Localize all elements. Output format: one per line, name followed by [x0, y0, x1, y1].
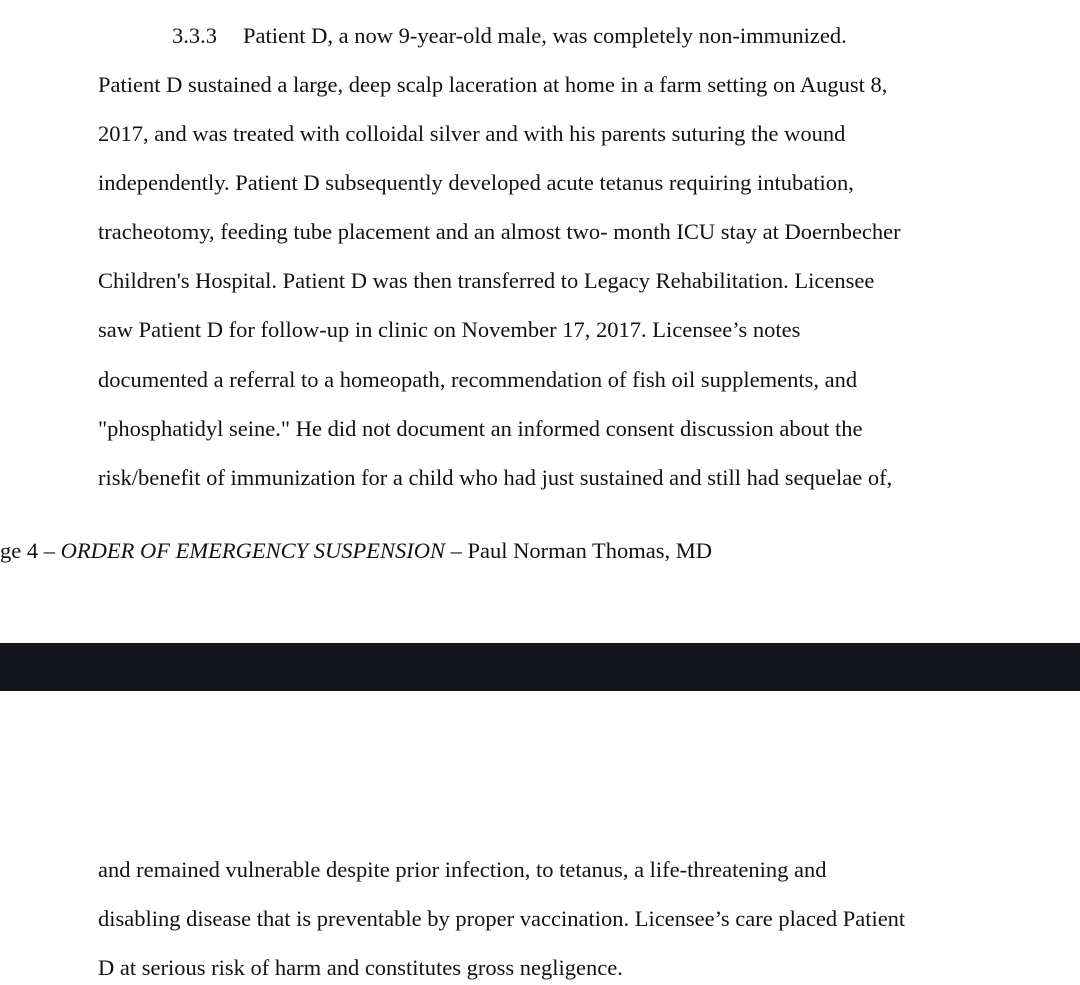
- body-text-line: Patient D sustained a large, deep scalp laceration at home in a farm setting on August 8,: [98, 72, 888, 97]
- body-text-line: Children's Hospital. Patient D was then transferred to Legacy Rehabilitation. Licensee: [98, 268, 875, 293]
- body-text-line: saw Patient D for follow-up in clinic on November 17, 2017. Licensee’s notes: [98, 317, 801, 342]
- footer-subject: – Paul Norman Thomas, MD: [450, 538, 713, 563]
- body-text-line: tracheotomy, feeding tube placement and an almost two- month ICU stay at Doernbecher: [98, 219, 901, 244]
- body-text-line: documented a referral to a homeopath, recommendation of fish oil supplements, and: [98, 367, 858, 392]
- body-text-line: independently. Patient D subsequently developed acute tetanus requiring intubation,: [98, 170, 854, 195]
- body-text-line: D at serious risk of harm and constitutes gross negligence.: [98, 955, 623, 980]
- body-text-line: risk/benefit of immunization for a child who had just sustained and still had sequelae of,: [98, 465, 893, 490]
- body-text-line: "phosphatidyl seine." He did not document an informed consent discussion about the: [98, 416, 863, 441]
- footer-page-label: ge 4 –: [0, 538, 55, 563]
- paragraph-first-line: [172, 22, 847, 50]
- page-footer: [0, 537, 712, 565]
- footer-document-title: ORDER OF EMERGENCY SUSPENSION: [60, 538, 445, 563]
- body-text-line: and remained vulnerable despite prior infection, to tetanus, a life-threatening and: [98, 857, 827, 882]
- body-text-line: 2017, and was treated with colloidal silver and with his parents suturing the wound: [98, 121, 846, 146]
- page-separator: [0, 643, 1080, 691]
- body-text-line: Patient D, a now 9-year-old male, was completely non-immunized.: [243, 23, 847, 48]
- body-text-line: disabling disease that is preventable by proper vaccination. Licensee’s care placed Patient: [98, 906, 906, 931]
- paragraph-number: 3.3.3: [172, 23, 217, 48]
